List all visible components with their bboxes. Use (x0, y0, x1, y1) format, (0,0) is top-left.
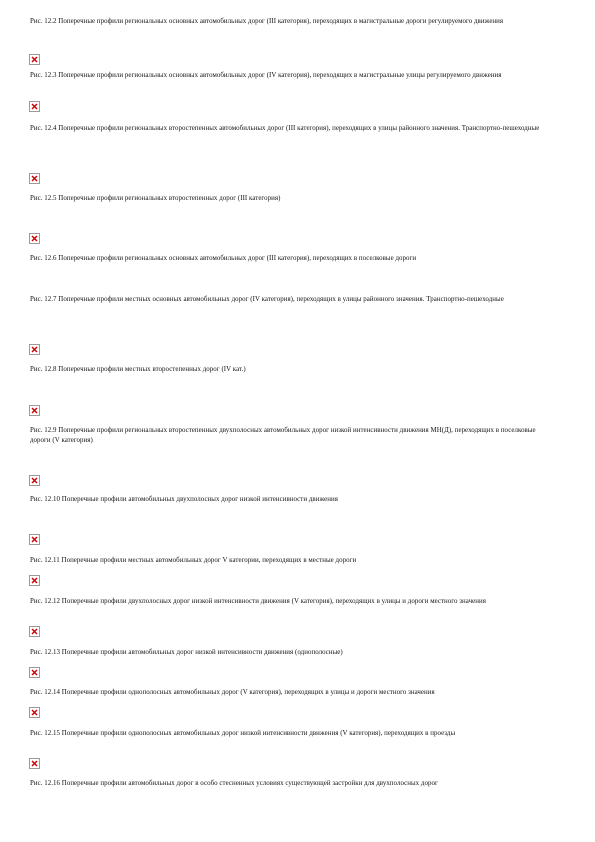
figure-caption-12-5: Рис. 12.5 Поперечные профили региональных второстепенных дорог (III категория) (30, 195, 281, 202)
broken-image-icon (29, 534, 40, 545)
red-x-icon (31, 175, 38, 182)
figure-caption-12-9: Рис. 12.9 Поперечные профили региональных второстепенных двухполосных автомобильных дорог низкой интенсивности движения МН(Д), переходящих в поселковые дороги (V категория) (30, 427, 536, 444)
figure-caption-12-7: Рис. 12.7 Поперечные профили местных основных автомобильных дорог (IV категория), переходящих в улицы районного значения. Транспортно-пешеходные (30, 296, 504, 303)
red-x-icon (31, 577, 38, 584)
figure-caption-12-3: Рис. 12.3 Поперечные профили региональных основных автомобильных дорог (IV категория), переходящих в магистральные улицы регулируемого движения (30, 72, 502, 79)
broken-image-icon (29, 405, 40, 416)
figure-caption-12-11: Рис. 12.11 Поперечные профили местных автомобильных дорог V категории, переходящих в местные дороги (30, 557, 357, 564)
red-x-icon (31, 709, 38, 716)
figure-caption-12-13: Рис. 12.13 Поперечные профили автомобильных дорог низкой интенсивности движения (однополосные) (30, 649, 343, 656)
red-x-icon (31, 346, 38, 353)
red-x-icon (31, 407, 38, 414)
broken-image-icon (29, 54, 40, 65)
figure-caption-12-10: Рис. 12.10 Поперечные профили автомобильных двухполосных дорог низкой интенсивности движения (30, 496, 338, 503)
broken-image-icon (29, 758, 40, 769)
broken-image-icon (29, 233, 40, 244)
red-x-icon (31, 760, 38, 767)
figure-caption-12-8: Рис. 12.8 Поперечные профили местных второстепенных дорог (IV кат.) (30, 366, 246, 373)
red-x-icon (31, 235, 38, 242)
red-x-icon (31, 536, 38, 543)
broken-image-icon (29, 173, 40, 184)
broken-image-icon (29, 626, 40, 637)
broken-image-icon (29, 101, 40, 112)
figure-caption-12-2: Рис. 12.2 Поперечные профили региональных основных автомобильных дорог (III категория), переходящих в магистральные дороги регулируемого движения (30, 18, 504, 25)
red-x-icon (31, 477, 38, 484)
red-x-icon (31, 669, 38, 676)
broken-image-icon (29, 707, 40, 718)
figure-caption-12-15: Рис. 12.15 Поперечные профили однополосных автомобильных дорог низкой интенсивности движения (V категория), переходящих в проезды (30, 730, 456, 737)
figure-caption-12-6: Рис. 12.6 Поперечные профили региональных основных автомобильных дорог (III категория), переходящих в поселковые дороги (30, 255, 417, 262)
broken-image-icon (29, 475, 40, 486)
broken-image-icon (29, 667, 40, 678)
figure-caption-12-14: Рис. 12.14 Поперечные профили однополосных автомобильных дорог (V категория), переходящих в улицы и дороги местного значения (30, 689, 435, 696)
figure-caption-12-16: Рис. 12.16 Поперечные профили автомобильных дорог в особо стесненных условиях существующей застройки для двухполосных дорог (30, 780, 438, 787)
figure-caption-12-4: Рис. 12.4 Поперечные профили региональных второстепенных автомобильных дорог (III категория), переходящих в улицы районного значения. Транспортно-пешеходные (30, 125, 540, 132)
broken-image-icon (29, 344, 40, 355)
red-x-icon (31, 56, 38, 63)
broken-image-icon (29, 575, 40, 586)
figure-caption-12-12: Рис. 12.12 Поперечные профили двухполосных дорог низкой интенсивности движения (V категория), переходящих в улицы и дороги местного значения (30, 598, 486, 605)
red-x-icon (31, 103, 38, 110)
red-x-icon (31, 628, 38, 635)
